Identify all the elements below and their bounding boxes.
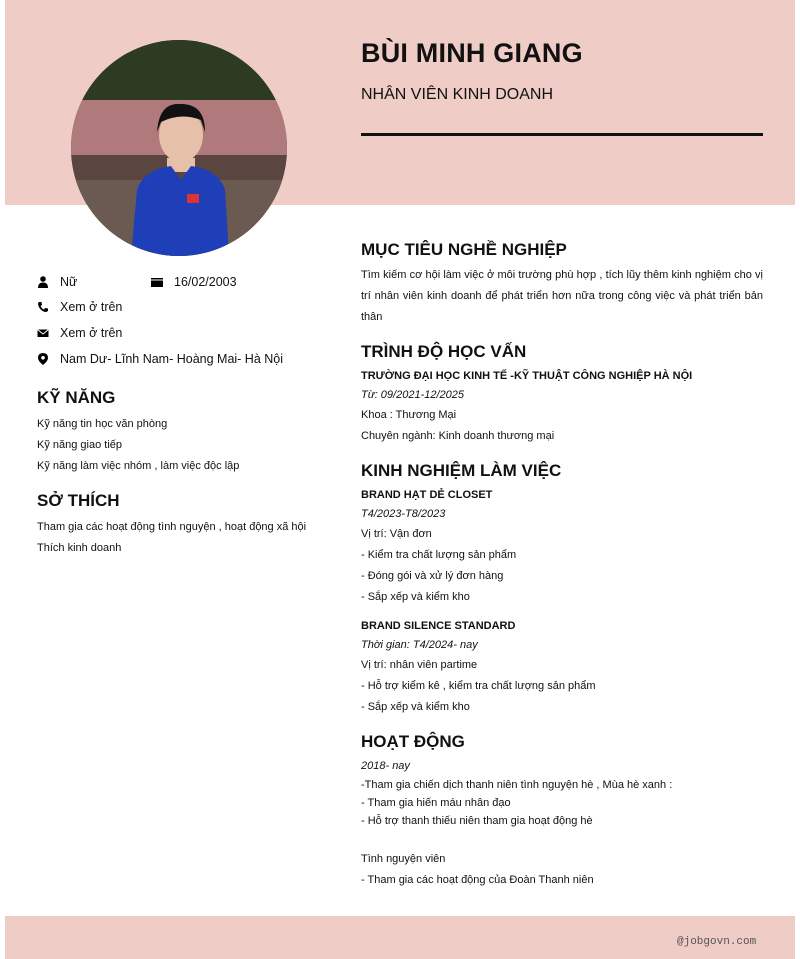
address: Nam Dư- Lĩnh Nam- Hoàng Mai- Hà Nội (60, 352, 284, 366)
objective-section (361, 240, 763, 328)
phone-row (37, 300, 122, 314)
profile-photo (71, 40, 287, 256)
divider (361, 133, 763, 136)
address-row (37, 352, 283, 366)
objective-heading: MỤC TIÊU NGHỀ NGHIỆP (361, 240, 567, 259)
skills-heading: KỸ NĂNG (37, 388, 116, 407)
activity-period: 2018- nay (361, 760, 410, 772)
job-line: - Sắp xếp và kiểm kho (361, 591, 470, 603)
skill-item: Kỹ năng làm việc nhóm , làm việc độc lập (37, 460, 240, 472)
job-entry (361, 617, 763, 718)
hobbies-section (37, 491, 337, 559)
job-line: - Hỗ trợ kiểm kê , kiểm tra chất lượng sản phẩm (361, 680, 596, 692)
activity-line: -Tham gia chiến dịch thanh niên tình nguyện hè , Mùa hè xanh : (361, 779, 673, 791)
company-name: BRAND HẠT DẺ CLOSET (361, 489, 493, 501)
envelope-icon (37, 327, 49, 339)
email: Xem ở trên (60, 326, 123, 340)
company-name: BRAND SILENCE STANDARD (361, 620, 516, 632)
skill-item: Kỹ năng giao tiếp (37, 439, 123, 451)
education-period: Từ: 09/2021-12/2025 (361, 389, 464, 401)
hobbies-heading: SỞ THÍCH (37, 491, 120, 510)
email-row (37, 326, 122, 340)
experience-section (361, 461, 763, 718)
job-line: - Sắp xếp và kiểm kho (361, 701, 470, 713)
job-line: Vị trí: nhân viên partime (361, 659, 478, 671)
education-section (361, 342, 763, 447)
phone-icon (37, 301, 49, 313)
activity-line: - Tham gia các hoạt động của Đoàn Thanh niên (361, 874, 594, 886)
school-name: TRƯỜNG ĐẠI HỌC KINH TẾ -KỸ THUẬT CÔNG NGHIỆP HÀ NỘI (361, 370, 693, 382)
user-icon (37, 276, 49, 288)
objective-text: Tìm kiếm cơ hội làm việc ở môi trường phù hợp , tích lũy thêm kinh nghiệm cho vị trí nhân viên kinh doanh để phát triển hơn nữa trong công việc và phát triển bản thân (361, 269, 763, 323)
experience-heading: KINH NGHIỆM LÀM VIỆC (361, 461, 562, 480)
skills-section (37, 388, 337, 477)
map-pin-icon (37, 353, 49, 365)
hobby-item: Thích kinh doanh (37, 542, 122, 554)
activity-line: Tình nguyện viên (361, 853, 446, 865)
activities-heading: HOẠT ĐỘNG (361, 732, 465, 751)
job-line: Vị trí: Vận đơn (361, 528, 432, 540)
gender: Nữ (60, 275, 78, 289)
birthday: 16/02/2003 (174, 275, 237, 289)
job-title: NHÂN VIÊN KINH DOANH (361, 86, 554, 103)
skill-item: Kỹ năng tin học văn phòng (37, 418, 168, 430)
candidate-name: BÙI MINH GIANG (361, 38, 583, 68)
job-period: T4/2023-T8/2023 (361, 508, 446, 520)
birthday-row (151, 275, 237, 289)
job-entry (361, 486, 763, 608)
job-line: - Kiểm tra chất lượng sản phẩm (361, 549, 517, 561)
job-period: Thời gian: T4/2024- nay (361, 639, 478, 651)
main-column (361, 240, 763, 905)
watermark: @jobgovn.com (677, 936, 757, 948)
phone: Xem ở trên (60, 300, 123, 314)
education-heading: TRÌNH ĐỘ HỌC VẤN (361, 342, 527, 361)
calendar-icon (151, 276, 163, 288)
activity-line: - Hỗ trợ thanh thiếu niên tham gia hoạt động hè (361, 815, 593, 827)
gender-row (37, 275, 77, 289)
major: Chuyên ngành: Kinh doanh thương mại (361, 430, 555, 442)
activity-line: - Tham gia hiến máu nhân đạo (361, 797, 511, 809)
hobby-item: Tham gia các hoạt động tình nguyện , hoạt động xã hội (37, 521, 307, 533)
activities-section (361, 732, 763, 891)
job-line: - Đóng gói và xử lý đơn hàng (361, 570, 504, 582)
faculty: Khoa : Thương Mại (361, 409, 457, 421)
